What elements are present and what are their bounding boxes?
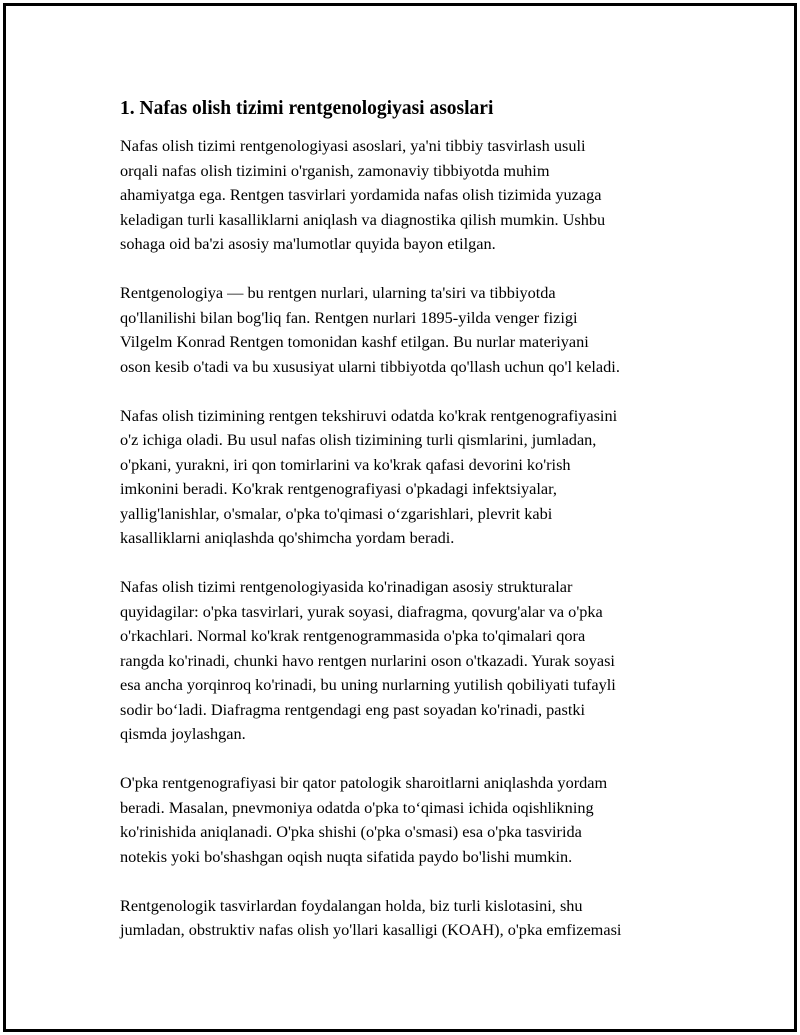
text-line: Vilgelm Konrad Rentgen tomonidan kashf etilgan. Bu nurlar materiyani [120, 332, 589, 351]
text-line: ahamiyatga ega. Rentgen tasvirlari yordamida nafas olish tizimida yuzaga [120, 185, 602, 204]
text-line: Rentgenologiya — bu rentgen nurlari, ularning ta'siri va tibbiyotda [120, 283, 556, 302]
text-line: Rentgenologik tasvirlardan foydalangan holda, biz turli kislotasini, shu [120, 895, 583, 915]
page-frame [3, 3, 797, 1032]
paragraph [120, 575, 700, 747]
text-line: sodir bo‘ladi. Diafragma rentgendagi eng past soyadan ko'rinadi, pastki [120, 699, 586, 719]
text-line: kasalliklarni aniqlashda qo'shimcha yordam beradi. [120, 528, 455, 547]
text-line: oson kesib o'tadi va bu xususiyat ularni tibbiyotda qo'llash uchun qo'l keladi. [120, 356, 620, 376]
paragraph-list [120, 134, 700, 943]
document-body [120, 96, 700, 967]
text-line: o'rkachlari. Normal ko'krak rentgenogrammasida o'pka to'qimalari qora [120, 626, 586, 645]
text-line: O'pka rentgenografiyasi bir qator patologik sharoitlarni aniqlashda yordam [120, 773, 608, 792]
text-line: jumladan, obstruktiv nafas olish yo'llari kasalligi (KOAH), o'pka emfizemasi [120, 920, 622, 939]
paragraph [120, 134, 700, 257]
text-line: rangda ko'rinadi, chunki havo rentgen nurlarini oson o'tkazadi. Yurak soyasi [120, 650, 615, 670]
paragraph [120, 894, 700, 943]
paragraph [120, 771, 700, 869]
text-line: qismda joylashgan. [120, 724, 246, 743]
text-line: quyidagilar: o'pka tasvirlari, yurak soyasi, diafragma, qovurg'alar va o'pka [120, 601, 603, 621]
text-line: ko'rinishida aniqlanadi. O'pka shishi (o'pka o'smasi) esa o'pka tasvirida [120, 822, 582, 841]
text-line: yallig'lanishlar, o'smalar, o'pka to'qimasi o‘zgarishlari, plevrit kabi [120, 503, 553, 523]
text-line: Nafas olish tizimining rentgen tekshiruvi odatda ko'krak rentgenografiyasini [120, 405, 618, 425]
text-line: notekis yoki bo'shashgan oqish nuqta sifatida paydo bo'lishi mumkin. [120, 846, 573, 866]
text-line: keladigan turli kasalliklarni aniqlash va diagnostika qilish mumkin. Ushbu [120, 209, 606, 229]
text-line: sohaga oid ba'zi asosiy ma'lumotlar quyida bayon etilgan. [120, 234, 496, 253]
text-line: orqali nafas olish tizimini o'rganish, zamonaviy tibbiyotda muhim [120, 160, 550, 180]
text-line: qo'llanilishi bilan bog'liq fan. Rentgen nurlari 1895-yilda venger fizigi [120, 307, 578, 327]
text-line: Nafas olish tizimi rentgenologiyasida ko'rinadigan asosiy strukturalar [120, 577, 573, 596]
text-line: imkonini beradi. Ko'krak rentgenografiyasi o'pkadagi infektsiyalar, [120, 479, 557, 498]
paragraph [120, 404, 700, 551]
text-line: esa ancha yorqinroq ko'rinadi, bu uning nurlarning yutilish qobiliyati tufayli [120, 675, 616, 694]
paragraph [120, 281, 700, 379]
text-line: o'pkani, yurakni, iri qon tomirlarini va ko'krak qafasi devorini ko'rish [120, 454, 571, 474]
text-line: o'z ichiga oladi. Bu usul nafas olish tizimining turli qismlarini, jumladan, [120, 430, 597, 449]
section-heading: 1. Nafas olish tizimi rentgenologiyasi asoslari [120, 98, 494, 119]
text-line: Nafas olish tizimi rentgenologiyasi asoslari, ya'ni tibbiy tasvirlash usuli [120, 136, 586, 155]
text-line: beradi. Masalan, pnevmoniya odatda o'pka to‘qimasi ichida oqishlikning [120, 797, 594, 817]
